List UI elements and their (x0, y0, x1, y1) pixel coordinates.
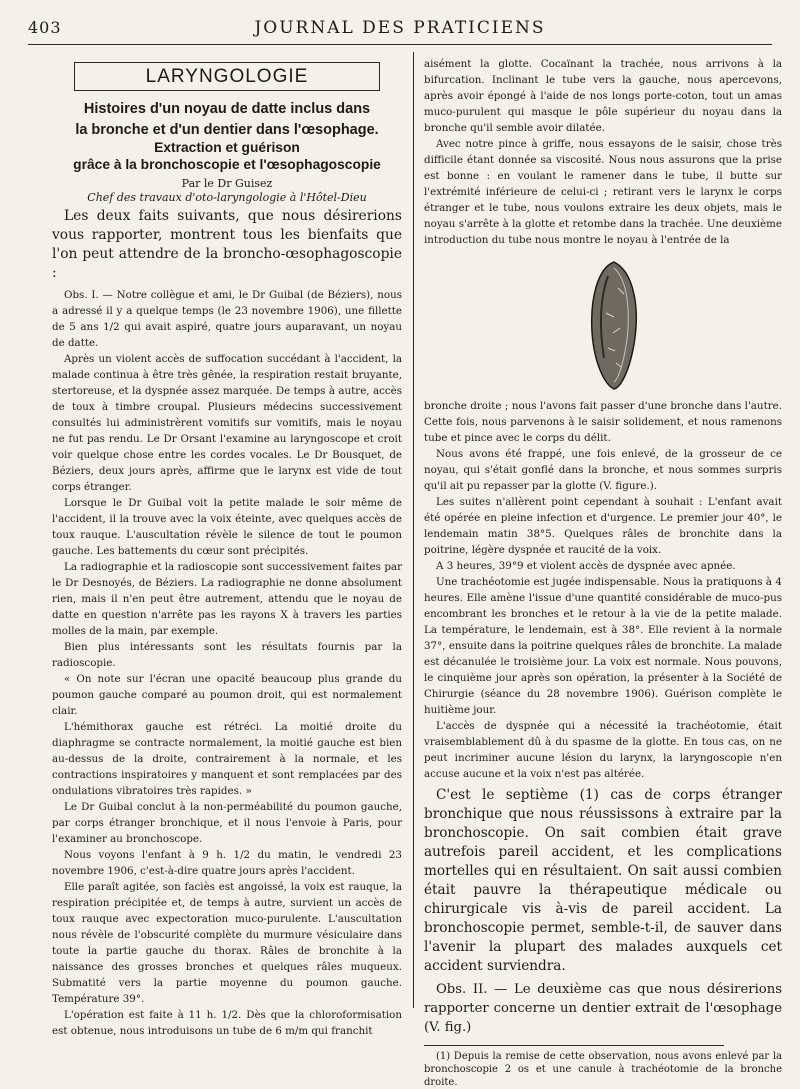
paragraph: Après un violent accès de suffocation succédant à l'accident, la malade continua à être très gênée, la respiration restait bruyante, stertoreuse, et la dyspnée assez marquée. De temps à autre, accès de toux à timbre croupal. Plusieurs médecins successivement consultés lui administrèrent vomitifs sur vomitifs, mais le noyau ne fut pas rendu. Le Dr Orsant l'examine au laryngoscope et croit voir quelque chose entre les cordes vocales. Le Dr Bousquet, de Béziers, deux jours après, affirme que le larynx est vide de tout corps étranger. (52, 353, 402, 493)
paragraph: A 3 heures, 39°9 et violent accès de dyspnée avec apnée. (436, 560, 736, 572)
footnote-rule (424, 1045, 724, 1046)
paragraph: L'accès de dyspnée qui a nécessité la trachéotomie, était vraisemblablement dû à du spasme de la glotte. En tous cas, on ne peut incriminer aucune lésion du larynx, la laryngoscopie n'en accuse aucune et la voix n'est pas altérée. (424, 720, 782, 780)
page-number: 403 (28, 18, 62, 37)
footnote: (1) Depuis la remise de cette observation, nous avons enlevé par la bronchoscopie 2 os et une canule à trachéotomie de la bronche droite. (424, 1051, 782, 1088)
observation-two: Obs. II. — Le deuxième cas que nous désirerions rapporter concerne un dentier extrait de l'œsophage (V. fig.) (424, 982, 782, 1035)
paragraph: Lorsque le Dr Guibal voit la petite malade le soir même de l'accident, il la trouve avec la voix éteinte, avec quelques accès de toux rauque. L'auscultation révèle le silence de tout le poumon gauche. Les battements du cœur sont précipités. (52, 497, 402, 557)
paragraph: Bien plus intéressants sont les résultats fournis par la radioscopie. (52, 641, 402, 669)
title-line-4: grâce à la bronchoscopie et l'œsophagoscopie (73, 157, 381, 172)
header-rule (28, 44, 772, 45)
title-line-2: la bronche et d'un dentier dans l'œsophage. (75, 122, 379, 138)
byline: Par le Dr Guisez (181, 177, 273, 190)
paragraph: L'opération est faite à 11 h. 1/2. Dès que la chloroformisation est obtenue, nous introduisons un tube de 6 m/m qui franchit (52, 1009, 402, 1037)
journal-title: JOURNAL DES PRATICIENS (254, 18, 546, 38)
paragraph: « On note sur l'écran une opacité beaucoup plus grande du poumon gauche comparé au poumon droit, qui est normalement clair. (52, 673, 402, 717)
paragraph: Nous avons été frappé, une fois enlevé, de la grosseur de ce noyau, qui s'était gonflé dans la bronche, et nous sommes surpris qu'il ait pu repasser par la glotte (V. figure.). (424, 448, 782, 492)
paragraph: aisément la glotte. Cocaïnant la trachée, nous arrivons à la bifurcation. Inclinant le tube vers la gauche, nous apercevons, après avoir épongé à l'aide de nos longs porte-coton, tout un amas muco-purulent qui masque le pôle supérieur du noyau dans la bronche qu'il semble avoir dilatée. (424, 58, 782, 134)
affiliation: Chef des travaux d'oto-laryngologie à l'Hôtel-Dieu (87, 191, 367, 204)
title-line-3: Extraction et guérison (154, 140, 300, 155)
paragraph: Les suites n'allèrent point cependant à souhait : L'enfant avait été opérée en pleine infection et d'urgence. Le premier jour 40°, le lendemain matin 38°5. Quelques râles de bronchite dans la poitrine, légère dyspnée et raucité de la voix. (424, 496, 782, 556)
paragraph: L'hémithorax gauche est rétréci. La moitié droite du diaphragme se contracte normalement, la moitié gauche est bien au-dessus de la droite, contrairement à la normale, et les contractions inspiratoires y manquent et sont remplacées par des ondulations vibratoires très rapides. » (52, 721, 402, 797)
page-header (28, 18, 772, 42)
column-divider (413, 52, 414, 1008)
title-line-1: Histoires d'un noyau de datte inclus dans (83, 101, 371, 117)
date-pit-figure (584, 258, 644, 393)
paragraph: Obs. I. — Notre collègue et ami, le Dr Guibal (de Béziers), nous a adressé il y a quelque temps (le 23 novembre 1906), une fillette de 5 ans 1/2 qui avait aspiré, quatre jours auparavant, un noyau de datte. (52, 289, 402, 349)
right-column (424, 56, 782, 1088)
paragraph: La radiographie et la radioscopie sont successivement faites par le Dr Desnoyés, de Béziers. La radiographie ne donne absolument rien, mais il n'en peut être autrement, attendu que le noyau de datte en question n'arrête pas les rayons X à travers les parties molles de la main, par exemple. (52, 561, 402, 637)
left-column (52, 56, 402, 1037)
paragraph: Avec notre pince à griffe, nous essayons de le saisir, chose très difficile étant donnée sa viscosité. Nous nous assurons que la prise est bonne : en voulant le ramener dans le tube, il butte sur l'extrémité inférieure de celui-ci ; retirant vers le larynx le corps étranger et le tube, nous voulons extraire les deux objets, mais le noyau s'arrête à la glotte et retombe dans la trachée. Une deuxième introduction du tube nous montre le noyau à l'entrée de la (424, 138, 782, 246)
paragraph: bronche droite ; nous l'avons fait passer d'une bronche dans l'autre. Cette fois, nous parvenons à le saisir solidement, et nous ramenons tube et pince avec le corps du délit. (424, 400, 782, 444)
intro-paragraph: Les deux faits suivants, que nous désirerions vous rapporter, montrent tous les bienfaits que l'on peut attendre de la broncho-œsophagoscopie : (52, 208, 402, 281)
paragraph: Nous voyons l'enfant à 9 h. 1/2 du matin, le vendredi 23 novembre 1906, c'est-à-dire quatre jours après l'accident. (52, 849, 402, 877)
conclusion-paragraph: C'est le septième (1) cas de corps étranger bronchique que nous réussissons à extraire par la bronchoscopie. On sait combien était grave autrefois pareil accident, et les complications mortelles qui en résultaient. On sait aussi combien était pauvre la thérapeutique médicale ou chirurgicale vis à-vis de pareil accident. La bronchoscopie permet, semble-t-il, de sauver dans l'avenir la plupart des malades auxquels cet accident surviendra. (424, 787, 782, 974)
figure (424, 248, 782, 398)
section-rubric: LARYNGOLOGIE (74, 62, 380, 91)
paragraph: Une trachéotomie est jugée indispensable. Nous la pratiquons à 4 heures. Elle amène l'issue d'une quantité considérable de muco-pus encombrant les bronches et le retour à la vie de la petite malade. La température, le lendemain, est à 38°. Elle revient à la normale 37°, ensuite dans la poitrine quelques râles de bronchite. La malade est décanulée le troisième jour. La voix est normale. Nous pouvons, le cinquième jour après son opération, la présenter à la Société de Chirurgie (séance du 28 novembre 1906). Guérison complète le huitième jour. (424, 576, 782, 716)
paragraph: Elle paraît agitée, son faciès est angoissé, la voix est rauque, la respiration précipitée et, de temps à autre, survient un accès de toux rauque avec expectoration muco-purulente. L'auscultation nous révèle de l'obscurité complète du murmure vésiculaire dans toute la partie gauche du thorax. Râles de bronchite à la naissance des grosses bronches et quelques râles muqueux. Submatité vers la partie moyenne du poumon gauche. Température 39°. (52, 881, 402, 1005)
paragraph: Le Dr Guibal conclut à la non-perméabilité du poumon gauche, par corps étranger bronchique, et il nous l'envoie à Paris, pour l'examiner au bronchoscope. (52, 801, 402, 845)
